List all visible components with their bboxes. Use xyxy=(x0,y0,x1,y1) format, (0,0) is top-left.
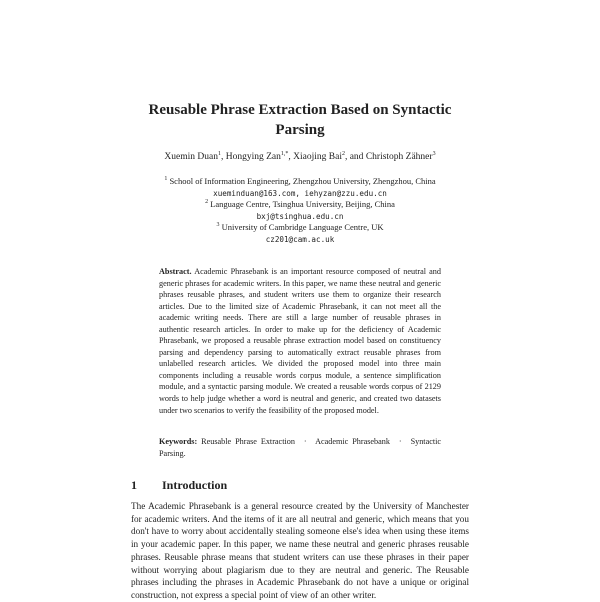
author-affil-mark: 3 xyxy=(432,150,436,157)
abstract-label: Abstract. xyxy=(159,267,192,276)
affiliation-email: bxj@tsinghua.edu.cn xyxy=(256,211,344,221)
keywords-label: Keywords: xyxy=(159,437,198,446)
section-heading xyxy=(131,478,227,493)
affiliation-mark: 3 xyxy=(216,222,220,229)
author-name: Hongying Zan xyxy=(225,152,281,162)
affiliation-mark: 1 xyxy=(164,176,168,183)
affiliations xyxy=(90,176,510,246)
affiliation-item xyxy=(90,176,510,188)
keyword-separator: · xyxy=(303,437,307,446)
author-separator: , xyxy=(288,152,294,162)
keyword-item: Reusable Phrase Extraction xyxy=(201,437,295,446)
title-line-2: Parsing xyxy=(275,122,325,138)
section-number: 1 xyxy=(131,478,137,492)
affiliation-name: University of Cambridge Language Centre, UK xyxy=(221,222,384,233)
affiliation-name: Language Centre, Tsinghua University, Beijing, China xyxy=(210,199,395,210)
keyword-separator: · xyxy=(398,437,402,446)
affiliation-mark: 2 xyxy=(205,199,209,206)
paper-title xyxy=(90,100,510,140)
author-affil-mark: 1 xyxy=(217,150,221,157)
affiliation-name: School of Information Engineering, Zhengzhou University, Zhengzhou, China xyxy=(169,176,436,186)
author-name: Xuemin Duan xyxy=(164,152,218,162)
author-list xyxy=(60,152,540,162)
affiliation-item xyxy=(90,222,510,234)
title-line-1: Reusable Phrase Extraction Based on Syntactic xyxy=(148,102,452,118)
affiliation-email: cz201@cam.ac.uk xyxy=(265,234,335,244)
author-affil-mark: 1,* xyxy=(280,150,289,157)
keyword-item: Academic Phrasebank xyxy=(315,437,390,446)
author-name: Xiaojing Bai xyxy=(293,152,342,162)
abstract xyxy=(159,266,441,416)
author-name: Christoph Zähner xyxy=(365,152,433,162)
keyword-item: Syntactic Parsing. xyxy=(159,437,442,458)
section-title: Introduction xyxy=(162,478,228,492)
affiliation-item xyxy=(90,199,510,211)
author-affil-mark: 2 xyxy=(341,150,345,157)
keywords xyxy=(159,436,441,459)
author-separator: , and xyxy=(344,152,366,162)
affiliation-email: xueminduan@163.com, iehyzan@zzu.edu.cn xyxy=(213,188,387,198)
author-separator: , xyxy=(220,152,226,162)
abstract-text: Academic Phrasebank is an important resource composed of neutral and generic phrases for academic writers. In this paper, we name these neutral and generic phrases reusable phrases, and student writers use them to organize their research articles. Due to the limited size of Academic Phrasebank, it can not meet all the academic writing needs. There are still a large number of reusable phrases in authentic research articles. In order to make up for the deficiency of Academic Phrasebank, we proposed a reusable phrase extraction model based on constituency parsing and dependency parsing to automatically extract reusable phrases from unlabelled research articles. We divided the proposed model into three main components including a reusable words corpus module, a sentence simplification module, and a syntactic parsing module. We created a reusable words corpus of 2129 words to help judge whether a word is neutral and generic, and created two datasets under two scenarios to verify the feasibility of the proposed model. xyxy=(159,267,441,415)
intro-paragraph: The Academic Phrasebank is a general resource created by the University of Manchester for academic writers. And the items of it are all neutral and generic, which means that you don't have to worry about accidentally stealing someone else's idea when using these items in your academic paper. In this paper, we name these neutral and generic phrases reusable phrases. Reusable phrase means that student writers can use these phrases in their paper without worrying about plagiarism due to they are neutral and generic. The Reusable phrases including the phrases in Academic Phrasebank do not have a unique or original construction, not express a special point of view of an other writer. xyxy=(131,501,469,600)
